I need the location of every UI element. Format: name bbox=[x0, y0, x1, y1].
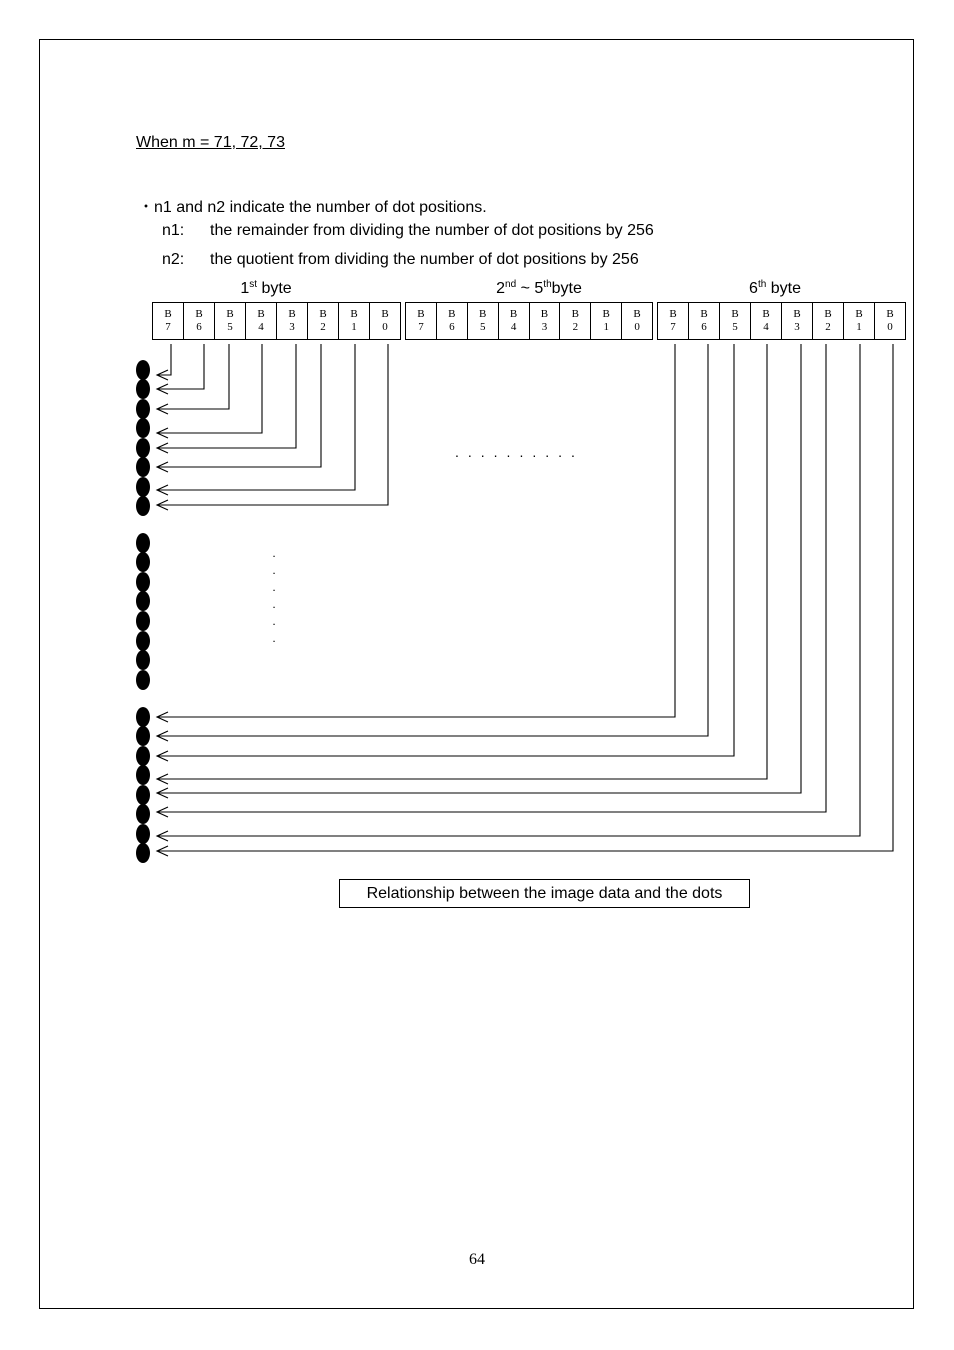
print-dot bbox=[136, 418, 150, 438]
byte-label-2nd-5th: 2nd ~ 5thbyte bbox=[496, 279, 582, 297]
bit-letter: B bbox=[381, 308, 389, 320]
bit-number: 6 bbox=[701, 321, 707, 333]
bit-number: 1 bbox=[351, 321, 357, 333]
print-dot bbox=[136, 824, 150, 844]
print-dot bbox=[136, 477, 150, 497]
bit-number: 4 bbox=[763, 321, 769, 333]
print-dot bbox=[136, 379, 150, 399]
bit-letter: B bbox=[448, 308, 456, 320]
bit-letter: B bbox=[824, 308, 832, 320]
bit-number: 4 bbox=[510, 321, 517, 333]
print-dot bbox=[136, 457, 150, 477]
bit-letter: B bbox=[855, 308, 863, 320]
bit-arrow bbox=[157, 344, 355, 495]
bit-number: 2 bbox=[320, 321, 326, 333]
print-dot bbox=[136, 843, 150, 863]
print-dot bbox=[136, 707, 150, 727]
bit-letter: B bbox=[350, 308, 358, 320]
bullet-note: ・n1 and n2 indicate the number of dot positions. bbox=[138, 199, 487, 216]
page-number: 64 bbox=[469, 1251, 485, 1268]
bit-number: 0 bbox=[887, 321, 893, 333]
bit-letter: B bbox=[226, 308, 234, 320]
print-dot bbox=[136, 631, 150, 651]
ellipsis-dot: . bbox=[272, 631, 276, 645]
print-dot bbox=[136, 785, 150, 805]
bit-letter: B bbox=[669, 308, 677, 320]
bit-letter: B bbox=[762, 308, 770, 320]
print-dot bbox=[136, 804, 150, 824]
bit-number: 3 bbox=[541, 321, 548, 333]
ellipsis-dot: . bbox=[272, 563, 276, 577]
bit-arrow bbox=[157, 344, 708, 741]
bit-number: 3 bbox=[289, 321, 295, 333]
bit-arrow bbox=[157, 344, 204, 394]
ellipsis-dot: . bbox=[272, 614, 276, 628]
bit-number: 7 bbox=[418, 321, 424, 333]
bit-letter: B bbox=[164, 308, 172, 320]
definition-term: n1: bbox=[162, 222, 185, 239]
print-dot bbox=[136, 591, 150, 611]
print-dot bbox=[136, 765, 150, 785]
bit-number: 0 bbox=[634, 321, 640, 333]
bit-letter: B bbox=[319, 308, 327, 320]
print-dot bbox=[136, 572, 150, 592]
vertical-ellipsis bbox=[270, 545, 278, 647]
print-dot bbox=[136, 438, 150, 458]
bit-letter: B bbox=[700, 308, 708, 320]
bit-letter: B bbox=[633, 308, 641, 320]
bit-arrow bbox=[157, 344, 801, 798]
bit-letter: B bbox=[886, 308, 894, 320]
definition-text: the quotient from dividing the number of dot positions by 256 bbox=[210, 251, 639, 268]
middle-ellipsis: .......... bbox=[455, 444, 584, 460]
bit-arrow bbox=[157, 344, 296, 453]
bit-number: 5 bbox=[479, 321, 486, 333]
bit-arrow bbox=[157, 344, 229, 414]
bit-letter: B bbox=[509, 308, 518, 320]
bit-number: 5 bbox=[732, 321, 738, 333]
bit-letter: B bbox=[602, 308, 610, 320]
bit-number: 6 bbox=[449, 321, 455, 333]
bit-number: 2 bbox=[825, 321, 831, 333]
bit-letter: B bbox=[288, 308, 296, 320]
definition-term: n2: bbox=[162, 251, 185, 268]
print-dot bbox=[136, 611, 150, 631]
bit-letter: B bbox=[793, 308, 801, 320]
byte-label-1st: 1st byte bbox=[240, 279, 292, 297]
bit-letter: B bbox=[540, 308, 549, 320]
print-dot bbox=[136, 552, 150, 572]
definition-text: the remainder from dividing the number of dot positions by 256 bbox=[210, 222, 654, 239]
print-dot bbox=[136, 650, 150, 670]
bit-number: 0 bbox=[382, 321, 388, 333]
bit-number: 6 bbox=[196, 321, 202, 333]
ellipsis-dot: . bbox=[272, 597, 276, 611]
byte-label-6th: 6th byte bbox=[749, 279, 801, 297]
bit-number: 7 bbox=[670, 321, 676, 333]
bit-letter: B bbox=[417, 308, 425, 320]
bit-arrow bbox=[157, 344, 171, 380]
bit-arrow bbox=[157, 344, 262, 438]
section-heading: When m = 71, 72, 73 bbox=[136, 134, 285, 151]
bit-arrow bbox=[157, 344, 826, 817]
bit-number: 1 bbox=[856, 321, 862, 333]
print-dot bbox=[136, 496, 150, 516]
bit-arrow bbox=[157, 344, 734, 761]
bit-letter: B bbox=[257, 308, 265, 320]
bit-number: 4 bbox=[258, 321, 264, 333]
bit-arrow bbox=[157, 344, 675, 722]
ellipsis-dot: . bbox=[272, 546, 276, 560]
print-dot bbox=[136, 399, 150, 419]
bit-number: 1 bbox=[603, 321, 609, 333]
dot-column bbox=[136, 360, 150, 863]
bit-number: 5 bbox=[227, 321, 233, 333]
print-dot bbox=[136, 360, 150, 380]
bit-number: 2 bbox=[572, 321, 579, 333]
bit-letter: B bbox=[195, 308, 203, 320]
bit-to-dot-arrows bbox=[157, 344, 893, 856]
ellipsis-dot: . bbox=[272, 580, 276, 594]
figure-caption: Relationship between the image data and the dots bbox=[339, 879, 750, 908]
bit-letter: B bbox=[571, 308, 579, 320]
print-dot bbox=[136, 670, 150, 690]
print-dot bbox=[136, 746, 150, 766]
print-dot bbox=[136, 533, 150, 553]
bit-number: 7 bbox=[165, 321, 171, 333]
bit-arrow bbox=[157, 344, 388, 510]
print-dot bbox=[136, 726, 150, 746]
bit-letter: B bbox=[479, 308, 487, 320]
bit-letter: B bbox=[731, 308, 739, 320]
bit-number: 3 bbox=[794, 321, 800, 333]
